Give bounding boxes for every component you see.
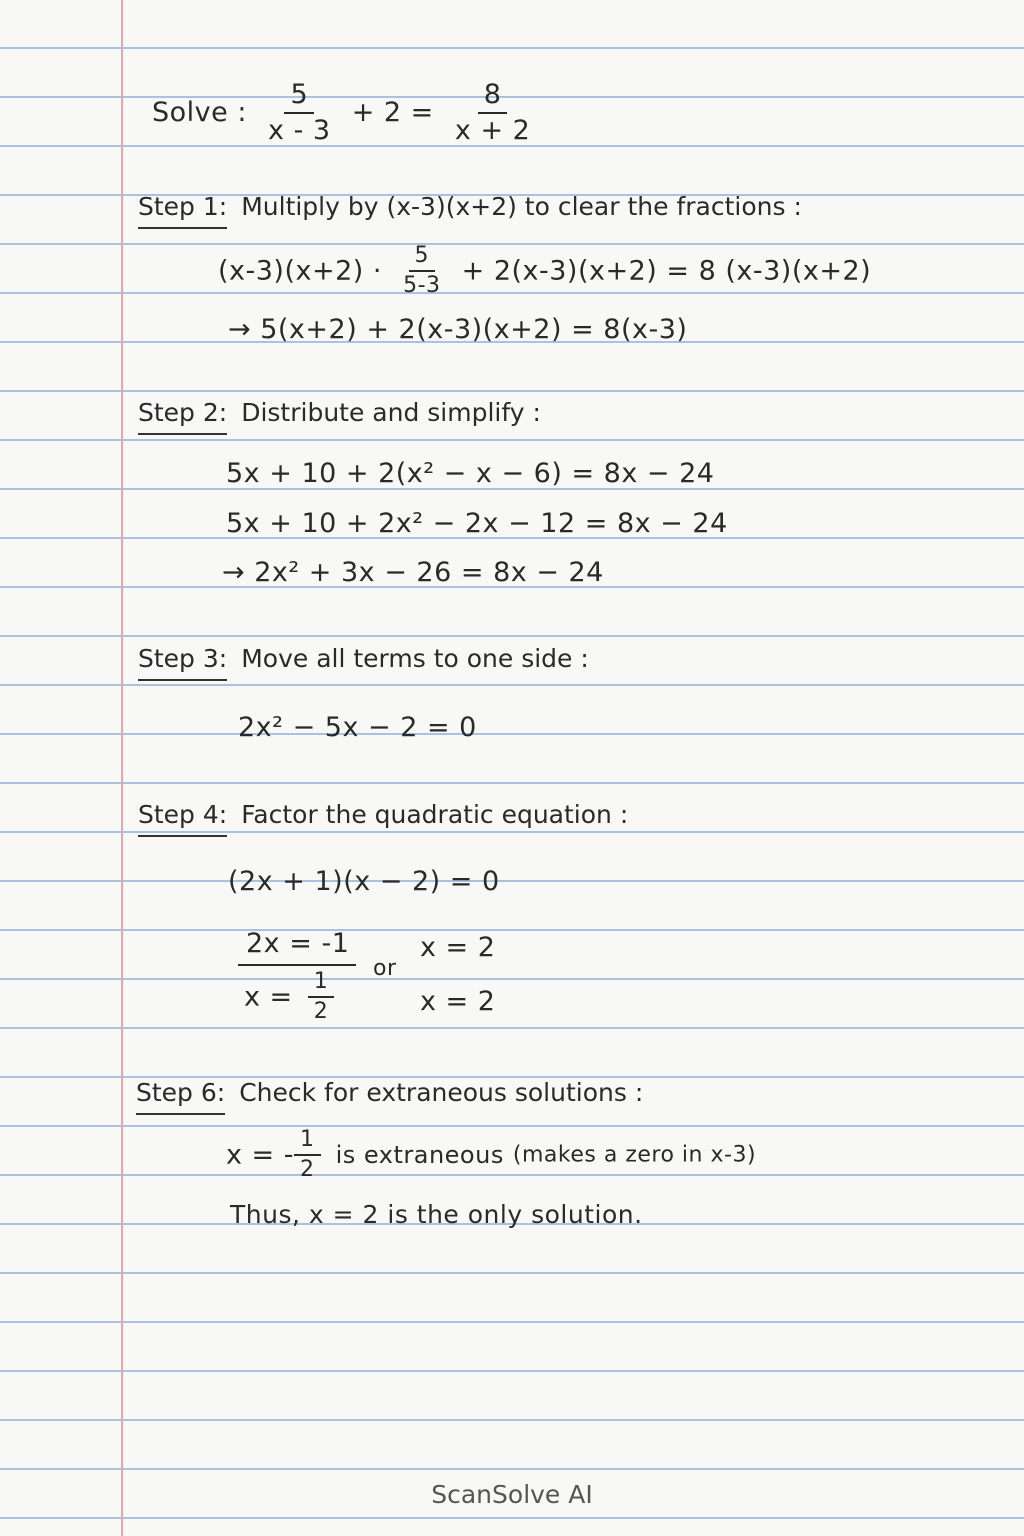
step6-line1-a: x = - [226, 1139, 295, 1171]
step6-heading [136, 1078, 643, 1115]
margin-line [121, 0, 123, 1536]
step2-line3: → 2x² + 3x − 26 = 8x − 24 [222, 557, 604, 588]
step4-right-top: x = 2 [420, 932, 496, 963]
step1-line2: → 5(x+2) + 2(x-3)(x+2) = 8(x-3) [228, 314, 688, 345]
step3-heading [138, 644, 589, 681]
footer-brand: ScanSolve AI [431, 1480, 593, 1509]
plus-two: + 2 = [351, 97, 434, 129]
step1-fraction [397, 244, 446, 298]
rhs-fraction [449, 80, 536, 145]
step4-half-denominator: 2 [313, 999, 329, 1025]
step1-key: Step 1: [138, 192, 227, 229]
problem-statement [152, 80, 542, 145]
problem-label: Solve : [152, 97, 247, 129]
step2-line2: 5x + 10 + 2x² − 2x − 12 = 8x − 24 [226, 508, 728, 539]
step4-left-bottom [244, 970, 340, 1024]
step6-fraction-denominator: 2 [300, 1157, 315, 1183]
step1-line1 [218, 244, 871, 298]
step2-heading [138, 398, 541, 435]
step4-text: Factor the quadratic equation : [241, 800, 629, 829]
step4-left-bottom-a: x = [244, 981, 293, 1013]
step1-fraction-denominator: 5-3 [403, 273, 441, 299]
step6-line1-b: is extraneous [335, 1141, 504, 1170]
step4-left-top: 2x = -1 [246, 928, 350, 959]
step4-half-numerator: 1 [308, 970, 335, 998]
step1-heading [138, 192, 802, 229]
rhs-numerator: 8 [478, 80, 508, 114]
step4-half-fraction [308, 970, 335, 1024]
step2-text: Distribute and simplify : [241, 398, 541, 427]
step6-line1 [226, 1128, 756, 1182]
step6-line2: Thus, x = 2 is the only solution. [230, 1200, 643, 1229]
step6-text: Check for extraneous solutions : [239, 1078, 644, 1107]
step1-fraction-numerator: 5 [409, 244, 436, 272]
step3-key: Step 3: [138, 644, 227, 681]
step3-text: Move all terms to one side : [241, 644, 589, 673]
step4-line1: (2x + 1)(x − 2) = 0 [228, 866, 500, 897]
step4-divider [238, 964, 356, 966]
step4-right-bottom: x = 2 [420, 986, 496, 1017]
step4-key: Step 4: [138, 800, 227, 837]
step1-line1-a: (x-3)(x+2) · [218, 255, 382, 287]
step4-or: or [373, 956, 397, 981]
lhs-denominator: x - 3 [268, 114, 331, 146]
step1-text: Multiply by (x-3)(x+2) to clear the fractions : [241, 192, 802, 221]
lhs-numerator: 5 [284, 80, 314, 114]
rhs-denominator: x + 2 [454, 114, 531, 146]
step6-key: Step 6: [136, 1078, 225, 1115]
step6-fraction [294, 1128, 321, 1182]
step2-key: Step 2: [138, 398, 227, 435]
step4-heading [138, 800, 628, 837]
step1-line1-b: + 2(x-3)(x+2) = 8 (x-3)(x+2) [461, 255, 872, 287]
lhs-fraction [262, 80, 337, 145]
step6-fraction-numerator: 1 [294, 1128, 321, 1156]
step3-line1: 2x² − 5x − 2 = 0 [238, 712, 477, 743]
step6-line1-c: (makes a zero in x-3) [512, 1142, 757, 1168]
step2-line1: 5x + 10 + 2(x² − x − 6) = 8x − 24 [226, 458, 715, 489]
